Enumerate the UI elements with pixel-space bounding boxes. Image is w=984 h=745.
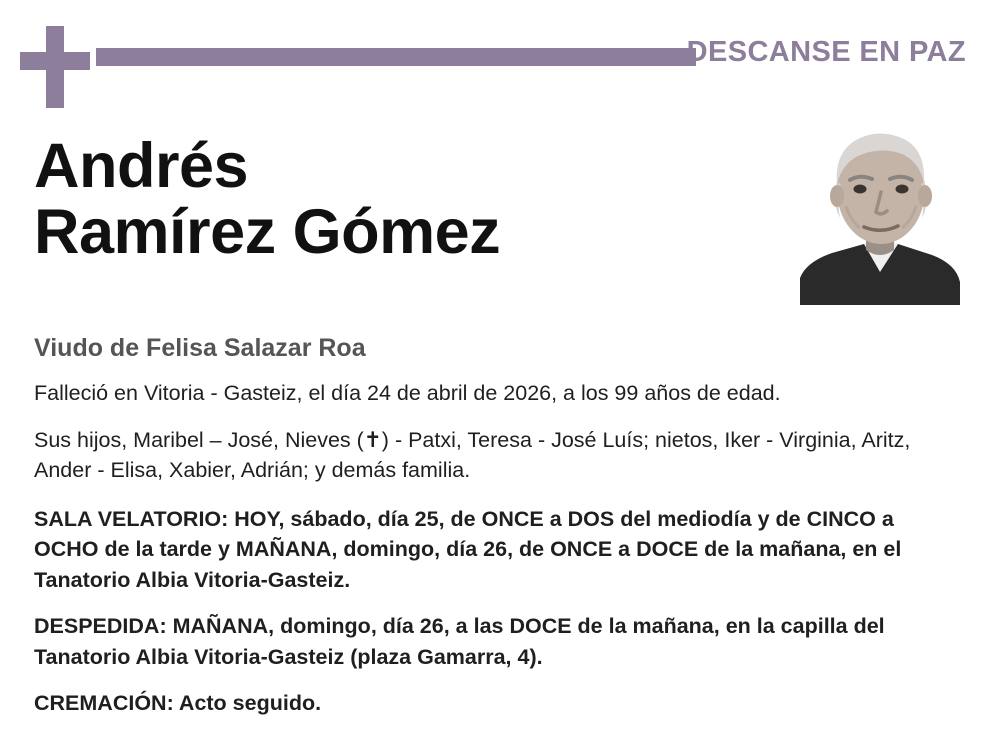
paragraph-family: Sus hijos, Maribel – José, Nieves (✝) - Patxi, Teresa - José Luís; nietos, Iker - Virginia, Aritz, Ander - Elisa, Xabier, Adrián; y demás familia. — [34, 427, 911, 483]
paragraph-despedida: DESPEDIDA: MAÑANA, domingo, día 26, a las DOCE de la mañana, en la capilla del Tanatorio Albia Vitoria-Gasteiz (plaza Gamarra, 4). — [34, 614, 885, 669]
portrait-illustration — [794, 110, 966, 305]
rest-in-peace-text: DESCANSE EN PAZ — [686, 36, 966, 68]
obituary-header — [0, 22, 984, 108]
deceased-relation: Viudo de Felisa Salazar Roa — [34, 334, 366, 362]
header-rule — [96, 48, 696, 66]
paragraph-cremacion: CREMACIÓN: Acto seguido. — [34, 691, 322, 716]
deceased-name — [34, 131, 774, 267]
cross-icon — [20, 26, 90, 108]
deceased-first-name: Andrés — [34, 131, 249, 201]
deceased-last-name: Ramírez Gómez — [34, 196, 501, 267]
paragraph-death-notice: Falleció en Vitoria - Gasteiz, el día 24 de abril de 2026, a los 99 años de edad. — [34, 381, 781, 405]
portrait-photo — [794, 110, 966, 305]
cross-horizontal-bar — [20, 52, 90, 70]
obituary-body — [34, 378, 964, 735]
paragraph-sala-velatorio: SALA VELATORIO: HOY, sábado, día 25, de ONCE a DOS del mediodía y de CINCO a OCHO de la tarde y MAÑANA, domingo, día 26, de ONCE a DOCE de la mañana, en el Tanatorio Albia Vitoria-Gasteiz. — [34, 506, 902, 592]
